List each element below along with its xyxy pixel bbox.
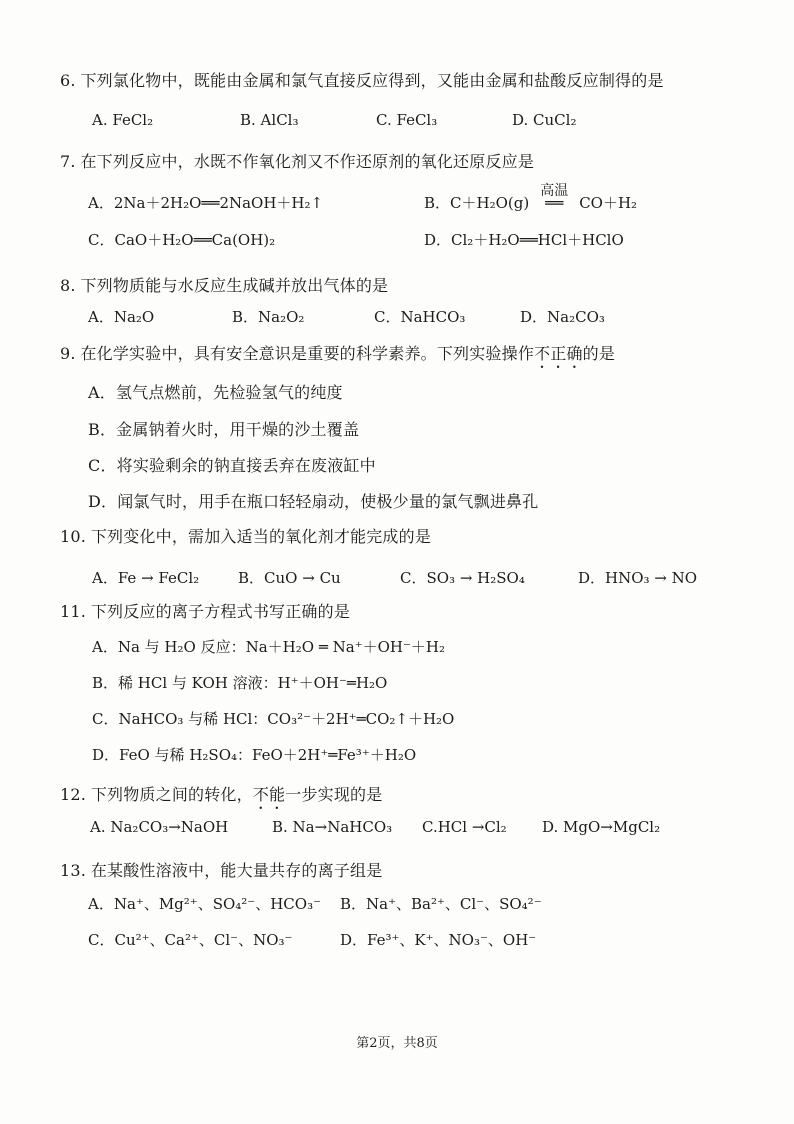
option-d: D. MgO→MgCl₂ [542, 818, 661, 836]
option-c: C．CaO＋H₂O══Ca(OH)₂ [88, 231, 276, 249]
question-stem-end: 的是 [582, 344, 616, 363]
condition-label: 高温 [540, 183, 569, 199]
option-c: C．NaHCO₃ 与稀 HCl：CO₃²⁻＋2H⁺═CO₂↑＋H₂O [92, 710, 455, 728]
question-10 [60, 524, 750, 547]
option-b: B．CuO → Cu [238, 569, 341, 587]
question-number: 12. [60, 785, 87, 804]
question-9 [60, 341, 750, 372]
option-a: A．Na 与 H₂O 反应：Na＋H₂O ═ Na⁺＋OH⁻＋H₂ [92, 638, 445, 656]
question-8 [60, 273, 750, 296]
option-b: B．Na⁺、Ba²⁺、Cl⁻、SO₄²⁻ [340, 895, 542, 913]
option-c: C．SO₃ → H₂SO₄ [400, 569, 525, 587]
option-a: A. Na₂CO₃→NaOH [90, 818, 229, 836]
option-a: A. FeCl₂ [92, 111, 154, 129]
option-d: D．Fe³⁺、K⁺、NO₃⁻、OH⁻ [340, 931, 537, 949]
question-6 [60, 68, 750, 91]
option-b: B．Na₂O₂ [232, 308, 305, 326]
option-c: C．NaHCO₃ [374, 308, 466, 326]
question-stem: 下列物质之间的转化， [90, 785, 253, 804]
option-d: D．HNO₃ → NO [578, 569, 698, 587]
reaction-condition: 高温 ══ [529, 194, 579, 212]
question-stem: 下列物质能与水反应生成碱并放出气体的是 [80, 276, 389, 295]
option-b-reactants: B．C＋H₂O(g) [424, 194, 530, 212]
option-b: B. AlCl₃ [240, 111, 299, 129]
option-b-products: CO＋H₂ [579, 194, 638, 212]
question-7 [60, 149, 750, 172]
question-number: 11. [60, 602, 87, 621]
question-stem: 下列反应的离子方程式书写正确的是 [90, 602, 351, 621]
question-number: 13. [60, 861, 87, 880]
question-number: 9. [60, 344, 76, 363]
question-11 [60, 599, 750, 622]
option-a: A．Na₂O [88, 308, 155, 326]
option-c: C．将实验剩余的钠直接丢弃在废液缸中 [88, 456, 376, 475]
option-b: B．金属钠着火时，用干燥的沙土覆盖 [88, 420, 360, 439]
question-number: 8. [60, 276, 76, 295]
page-footer: 第2页，共8页 [356, 1036, 438, 1051]
question-13 [60, 858, 750, 881]
emphasis-text: 不正确 [534, 344, 583, 363]
question-stem: 在化学实验中，具有安全意识是重要的科学素养。下列实验操作 [80, 344, 535, 363]
question-stem-end: 一步实现的是 [285, 785, 383, 804]
option-a: A．Fe → FeCl₂ [92, 569, 200, 587]
question-number: 10. [60, 527, 87, 546]
option-a: A．2Na＋2H₂O══2NaOH＋H₂↑ [88, 194, 324, 212]
question-stem: 下列变化中，需加入适当的氧化剂才能完成的是 [90, 527, 432, 546]
option-c: C. FeCl₃ [376, 111, 438, 129]
option-d: D. CuCl₂ [512, 111, 577, 129]
question-stem: 在下列反应中，水既不作氧化剂又不作还原剂的氧化还原反应是 [80, 152, 535, 171]
emphasis-text: 不能 [252, 785, 286, 804]
option-d: D．FeO 与稀 H₂SO₄：FeO＋2H⁺═Fe³⁺＋H₂O [92, 746, 417, 764]
option-b: B．稀 HCl 与 KOH 溶液：H⁺＋OH⁻═H₂O [92, 674, 388, 692]
question-stem: 在某酸性溶液中，能大量共存的离子组是 [90, 861, 383, 880]
option-a: A．氢气点燃前，先检验氢气的纯度 [88, 383, 343, 402]
option-d: D．闻氯气时，用手在瓶口轻轻扇动，使极少量的氯气飘进鼻孔 [88, 492, 539, 511]
question-number: 7. [60, 152, 76, 171]
option-d: D．Na₂CO₃ [520, 308, 605, 326]
option-c: C.HCl →Cl₂ [422, 818, 507, 836]
question-12 [60, 782, 750, 813]
option-a: A．Na⁺、Mg²⁺、SO₄²⁻、HCO₃⁻ [88, 895, 322, 913]
question-number: 6. [60, 71, 76, 90]
option-c: C．Cu²⁺、Ca²⁺、Cl⁻、NO₃⁻ [88, 931, 293, 949]
option-b [424, 183, 638, 213]
question-stem: 下列氯化物中，既能由金属和氯气直接反应得到，又能由金属和盐酸反应制得的是 [80, 71, 664, 90]
option-b: B. Na→NaHCO₃ [272, 818, 393, 836]
option-d: D．Cl₂＋H₂O══HCl＋HClO [424, 231, 624, 249]
